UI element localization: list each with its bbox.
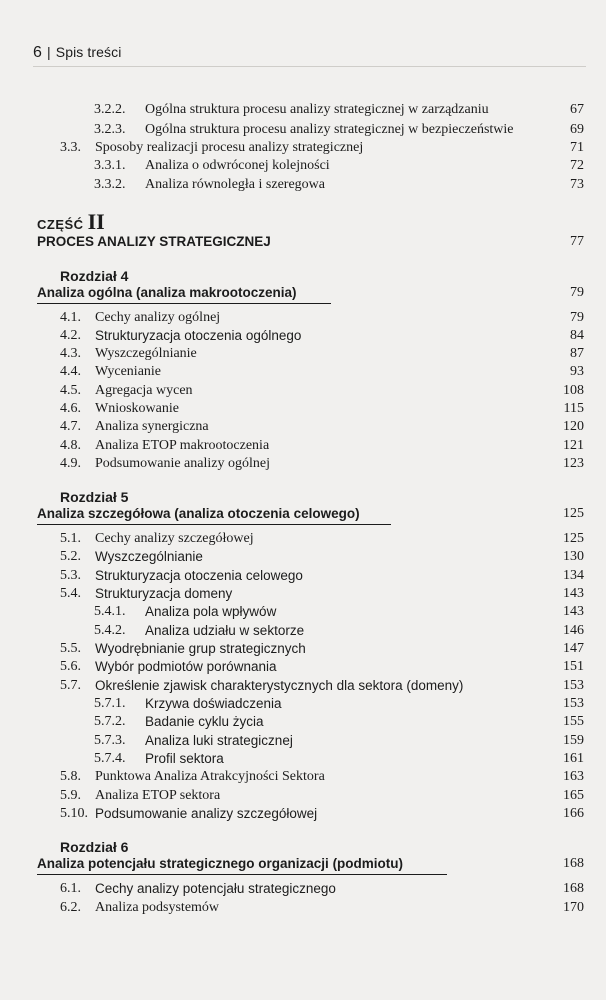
toc-entry-number: 6.2. bbox=[60, 900, 81, 915]
toc-entry-title: Analiza pola wpływów bbox=[145, 604, 277, 619]
chapter-label bbox=[0, 838, 606, 856]
toc-entry-number: 4.9. bbox=[60, 456, 81, 471]
toc-entry-page: 161 bbox=[563, 751, 584, 766]
toc-entry-number: 4.3. bbox=[60, 346, 81, 361]
toc-entry bbox=[0, 658, 606, 676]
toc-entry bbox=[0, 455, 606, 473]
chapter-title-entry bbox=[0, 505, 606, 523]
toc-entry-number: 3.3.1. bbox=[94, 158, 126, 173]
toc-entry bbox=[0, 585, 606, 603]
toc-entry-title: Podsumowanie analizy ogólnej bbox=[95, 456, 270, 471]
toc-entry-number: 4.6. bbox=[60, 401, 81, 416]
toc-entry-number: 5.8. bbox=[60, 769, 81, 784]
toc-entry-number: 5.1. bbox=[60, 531, 81, 546]
toc-entry-number: 5.9. bbox=[60, 788, 81, 803]
toc-entry-page: 134 bbox=[563, 568, 584, 583]
toc-entry-number: 5.6. bbox=[60, 659, 81, 674]
toc-entry-page: 155 bbox=[563, 714, 584, 729]
toc-entry-page: 153 bbox=[563, 696, 584, 711]
toc-entry-number: 4.2. bbox=[60, 328, 81, 343]
toc-entry bbox=[0, 363, 606, 381]
toc-entry-page: 71 bbox=[570, 140, 584, 155]
toc-entry bbox=[0, 345, 606, 363]
toc-entry-number: 5.2. bbox=[60, 549, 81, 564]
toc-entry bbox=[0, 157, 606, 175]
page-number: 6 bbox=[33, 44, 42, 61]
toc-entry-number: 3.2.3. bbox=[94, 122, 126, 137]
toc-entry-number: 3.3. bbox=[60, 140, 81, 155]
header-title: Spis treści bbox=[55, 44, 122, 60]
toc-entry bbox=[0, 805, 606, 823]
toc-entry-page: 108 bbox=[563, 383, 584, 398]
toc-entry bbox=[0, 309, 606, 327]
toc-entry-title: Ogólna struktura procesu analizy strategicznej w zarządzaniu bbox=[145, 102, 489, 117]
toc-entry-page: 72 bbox=[570, 158, 584, 173]
toc-entry-title: Agregacja wycen bbox=[95, 383, 193, 398]
chapter-title-underline bbox=[37, 303, 331, 304]
chapter-title: Analiza ogólna (analiza makrootoczenia) bbox=[37, 285, 297, 300]
toc-entry-number: 5.3. bbox=[60, 568, 81, 583]
toc-entry-number: 5.10. bbox=[60, 806, 88, 821]
toc-entry bbox=[0, 713, 606, 731]
toc-entry-title: Analiza o odwróconej kolejności bbox=[145, 158, 330, 173]
toc-entry bbox=[0, 382, 606, 400]
toc-entry-title: Cechy analizy szczegółowej bbox=[95, 531, 254, 546]
toc-entry-page: 168 bbox=[563, 881, 584, 896]
toc-entry-title: Punktowa Analiza Atrakcyjności Sektora bbox=[95, 769, 325, 784]
toc-entry bbox=[0, 567, 606, 585]
part-numeral: II bbox=[87, 209, 105, 234]
toc-entry bbox=[0, 603, 606, 621]
part-heading bbox=[37, 209, 105, 235]
toc-entry-page: 153 bbox=[563, 678, 584, 693]
toc-entry-title: Strukturyzacja domeny bbox=[95, 586, 233, 601]
toc-entry-number: 5.7.2. bbox=[94, 714, 126, 729]
toc-entry-page: 123 bbox=[563, 456, 584, 471]
toc-entry-title: Wycenianie bbox=[95, 364, 162, 379]
toc-entry bbox=[0, 437, 606, 455]
toc-entry-title: Wyszczególnianie bbox=[95, 346, 197, 361]
toc-entry-title: Profil sektora bbox=[145, 751, 224, 766]
toc-entry-number: 5.7.3. bbox=[94, 733, 126, 748]
toc-entry bbox=[0, 695, 606, 713]
chapter-title: Analiza potencjału strategicznego organizacji (podmiotu) bbox=[37, 856, 404, 871]
toc-entry-number: 4.8. bbox=[60, 438, 81, 453]
chapter-label bbox=[0, 267, 606, 285]
toc-entry bbox=[0, 530, 606, 548]
toc-entry-title: Wyszczególnianie bbox=[95, 549, 203, 564]
toc-entry-title: Badanie cyklu życia bbox=[145, 714, 264, 729]
toc-entry bbox=[0, 899, 606, 917]
toc-entry bbox=[0, 768, 606, 786]
toc-entry-number: 5.4.1. bbox=[94, 604, 126, 619]
toc-entry-title: Analiza udziału w sektorze bbox=[145, 623, 305, 638]
toc-entry-title: Strukturyzacja otoczenia celowego bbox=[95, 568, 303, 583]
toc-entry bbox=[0, 548, 606, 566]
toc-entry-page: 143 bbox=[563, 586, 584, 601]
toc-entry-page: 159 bbox=[563, 733, 584, 748]
toc-entry-page: 165 bbox=[563, 788, 584, 803]
toc-entry-page: 120 bbox=[563, 419, 584, 434]
toc-entry-title: Analiza podsystemów bbox=[95, 900, 220, 915]
toc-entry bbox=[0, 677, 606, 695]
toc-entry-number: 4.1. bbox=[60, 310, 81, 325]
chapter-label bbox=[0, 488, 606, 506]
chapter-label-text: Rozdział 4 bbox=[60, 268, 129, 284]
toc-entry-page: 67 bbox=[570, 102, 584, 117]
toc-entry-number: 4.5. bbox=[60, 383, 81, 398]
toc-entry-page: 93 bbox=[570, 364, 584, 379]
toc-entry-page: 87 bbox=[570, 346, 584, 361]
toc-entry-title: Analiza synergiczna bbox=[95, 419, 209, 434]
chapter-title-entry bbox=[0, 284, 606, 302]
toc-entry-number: 5.7.4. bbox=[94, 751, 126, 766]
toc-entry bbox=[0, 732, 606, 750]
toc-entry bbox=[0, 622, 606, 640]
toc-entry-title: Analiza ETOP sektora bbox=[95, 788, 221, 803]
part-title-entry bbox=[0, 233, 606, 251]
toc-entry-title: Cechy analizy potencjału strategicznego bbox=[95, 881, 336, 896]
chapter-title: Analiza szczegółowa (analiza otoczenia celowego) bbox=[37, 506, 360, 521]
toc-entry-title: Sposoby realizacji procesu analizy strategicznej bbox=[95, 140, 364, 155]
chapter-title-entry bbox=[0, 855, 606, 873]
toc-entry-number: 3.3.2. bbox=[94, 177, 126, 192]
toc-entry-page: 147 bbox=[563, 641, 584, 656]
toc-entry-number: 4.4. bbox=[60, 364, 81, 379]
toc-entry-page: 121 bbox=[563, 438, 584, 453]
toc-entry-title: Podsumowanie analizy szczegółowej bbox=[95, 806, 318, 821]
toc-entry-page: 79 bbox=[570, 285, 584, 300]
toc-entry bbox=[0, 139, 606, 157]
part-title: PROCES ANALIZY STRATEGICZNEJ bbox=[37, 234, 271, 249]
toc-entry-page: 115 bbox=[563, 401, 584, 416]
toc-entry-number: 3.2.2. bbox=[94, 102, 126, 117]
toc-entry-title: Cechy analizy ogólnej bbox=[95, 310, 221, 325]
toc-entry-title: Określenie zjawisk charakterystycznych dla sektora (domeny) bbox=[95, 678, 464, 693]
toc-entry-title: Wybór podmiotów porównania bbox=[95, 659, 277, 674]
toc-entry-number: 5.7.1. bbox=[94, 696, 126, 711]
toc-entry bbox=[0, 176, 606, 194]
toc-entry bbox=[0, 750, 606, 768]
toc-entry-title: Analiza luki strategicznej bbox=[145, 733, 293, 748]
toc-entry-number: 5.4. bbox=[60, 586, 81, 601]
toc-entry-page: 170 bbox=[563, 900, 584, 915]
toc-entry-number: 6.1. bbox=[60, 881, 81, 896]
toc-entry-title: Analiza ETOP makrootoczenia bbox=[95, 438, 270, 453]
chapter-title-underline bbox=[37, 524, 391, 525]
toc-entry-page: 143 bbox=[563, 604, 584, 619]
toc-entry bbox=[0, 880, 606, 898]
chapter-label-text: Rozdział 6 bbox=[60, 839, 129, 855]
toc-entry-page: 166 bbox=[563, 806, 584, 821]
toc-entry-number: 5.7. bbox=[60, 678, 81, 693]
toc-entry-page: 125 bbox=[563, 531, 584, 546]
toc-entry-number: 5.4.2. bbox=[94, 623, 126, 638]
toc-entry-number: 4.7. bbox=[60, 419, 81, 434]
toc-entry-page: 125 bbox=[563, 506, 584, 521]
toc-entry-page: 84 bbox=[570, 328, 584, 343]
toc-entry bbox=[0, 418, 606, 436]
toc-entry-title: Strukturyzacja otoczenia ogólnego bbox=[95, 328, 302, 343]
part-label: CZĘŚĆ bbox=[37, 217, 84, 232]
toc-entry-page: 130 bbox=[563, 549, 584, 564]
chapter-label-text: Rozdział 5 bbox=[60, 489, 129, 505]
toc-entry-page: 146 bbox=[563, 623, 584, 638]
toc-entry-page: 79 bbox=[570, 310, 584, 325]
header-rule bbox=[33, 66, 586, 67]
toc-entry-page: 69 bbox=[570, 122, 584, 137]
toc-entry-page: 77 bbox=[570, 234, 584, 249]
toc-entry-page: 168 bbox=[563, 856, 584, 871]
toc-entry-title: Ogólna struktura procesu analizy strategicznej w bezpieczeństwie bbox=[145, 122, 514, 137]
toc-entry bbox=[0, 101, 606, 119]
toc-entry bbox=[0, 121, 606, 139]
toc-entry bbox=[0, 787, 606, 805]
toc-entry-title: Wnioskowanie bbox=[95, 401, 179, 416]
toc-entry-number: 5.5. bbox=[60, 641, 81, 656]
toc-entry-page: 163 bbox=[563, 769, 584, 784]
toc-entry bbox=[0, 640, 606, 658]
toc-entry-title: Krzywa doświadczenia bbox=[145, 696, 282, 711]
running-header bbox=[33, 44, 121, 62]
toc-entry bbox=[0, 327, 606, 345]
header-separator: | bbox=[47, 44, 51, 60]
toc-entry-page: 151 bbox=[563, 659, 584, 674]
toc-entry-page: 73 bbox=[570, 177, 584, 192]
toc-entry bbox=[0, 400, 606, 418]
toc-entry-title: Wyodrębnianie grup strategicznych bbox=[95, 641, 306, 656]
chapter-title-underline bbox=[37, 874, 447, 875]
toc-entry-title: Analiza równoległa i szeregowa bbox=[145, 177, 325, 192]
